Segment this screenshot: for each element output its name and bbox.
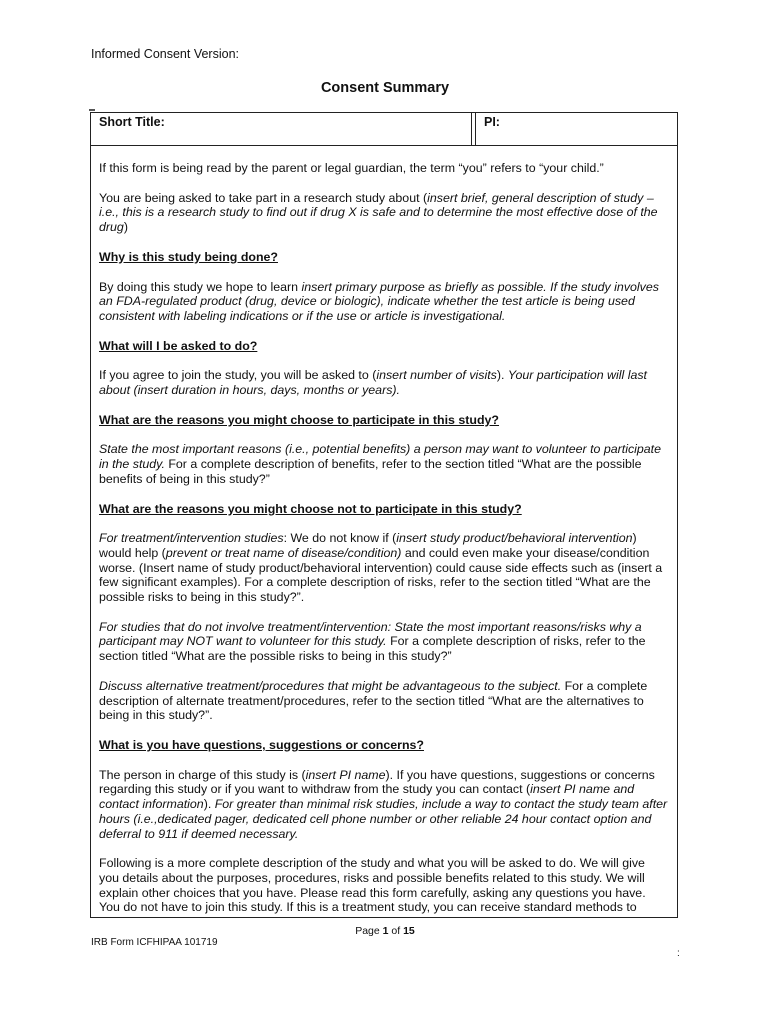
questions-heading: What is you have questions, suggestions or concerns? [99,737,424,752]
no-intervention-paragraph: For studies that do not involve treatment/intervention: State the most important reasons/risks why a participant may NOT want to volunteer for this study. For a complete description of risks, refer to the section titled “What are the possible risks to being in this study?” [99,619,646,664]
form-id: IRB Form ICFHIPAA 101719 [91,937,218,948]
treatment-paragraph: For treatment/intervention studies: We do not know if (insert study product/behavioral intervention) would help (prevent or treat name of disease/condition) and could even make your disease/condition worse. (Insert name of study product/behavioral intervention) could cause side effects such as (insert a few significant examples). For a complete description of risks, refer to the section titled “What are the possible risks to being in this study?”. [99,531,663,605]
header-row [91,113,677,146]
page-number: Page 1 of 15 [355,925,415,937]
intro-paragraph: You are being asked to take part in a research study about (insert brief, general description of study – i.e., this is a research study to find out if drug X is safe and to determine the most effective dose of the drug) [99,190,658,235]
questions-paragraph: The person in charge of this study is (insert PI name). If you have questions, suggestions or concerns regarding this study or if you want to withdraw from the study you can contact (insert PI name and contact information). For greater than minimal risk studies, include a way to contact the study team after hours (i.e.,dedicated pager, dedicated cell phone number or other reliable 24 hour contact option and deferral to 911 if deemed necessary. [99,767,668,841]
what-paragraph: If you agree to join the study, you will be asked to (insert number of visits). Your participation will last about (insert duration in hours, days, months or years). [99,368,647,398]
why-heading: Why is this study being done? [99,249,278,264]
summary-body [91,146,677,915]
consent-version-label: Informed Consent Version: [91,47,239,61]
short-title-cell: Short Title: [91,113,472,145]
page-title: Consent Summary [320,80,450,96]
reasons-paragraph: State the most important reasons (i.e., potential benefits) a person may want to volunteer to participate in the study. For a complete description of benefits, refer to the section titled “What are the possible benefits of being in this study?” [99,442,662,486]
why-paragraph: By doing this study we hope to learn insert primary purpose as briefly as possible. If the study involves an FDA-regulated product (drug, device or biologic), indicate whether the test article is being used consistent with labeling indications or if the use or article is investigational. [99,279,659,323]
what-heading: What will I be asked to do? [99,338,258,353]
consent-summary-box [90,112,678,918]
alternatives-paragraph: Discuss alternative treatment/procedures that might be advantageous to the subject. For a complete description of alternate treatment/procedures, refer to the section titled “What are the alternatives to being in this study?”. [99,678,648,723]
corner-mark: : [677,948,680,959]
not-participate-heading: What are the reasons you might choose not to participate in this study? [99,501,522,516]
pi-cell: PI: [484,115,500,129]
following-paragraph: Following is a more complete description of the study and what you will be asked to do. We will give you details about the purposes, procedures, risks and possible benefits related to this study. We will explain other choices that you have. Please read this form carefully, asking any questions you have. You do not have to join this study. If this is a treatment study, you can receive standard methods to [99,856,646,915]
reasons-heading: What are the reasons you might choose to participate in this study? [99,412,500,427]
guardian-paragraph: If this form is being read by the parent or legal guardian, the term “you” refers to “your child.” [99,161,604,175]
margin-mark [89,109,95,111]
